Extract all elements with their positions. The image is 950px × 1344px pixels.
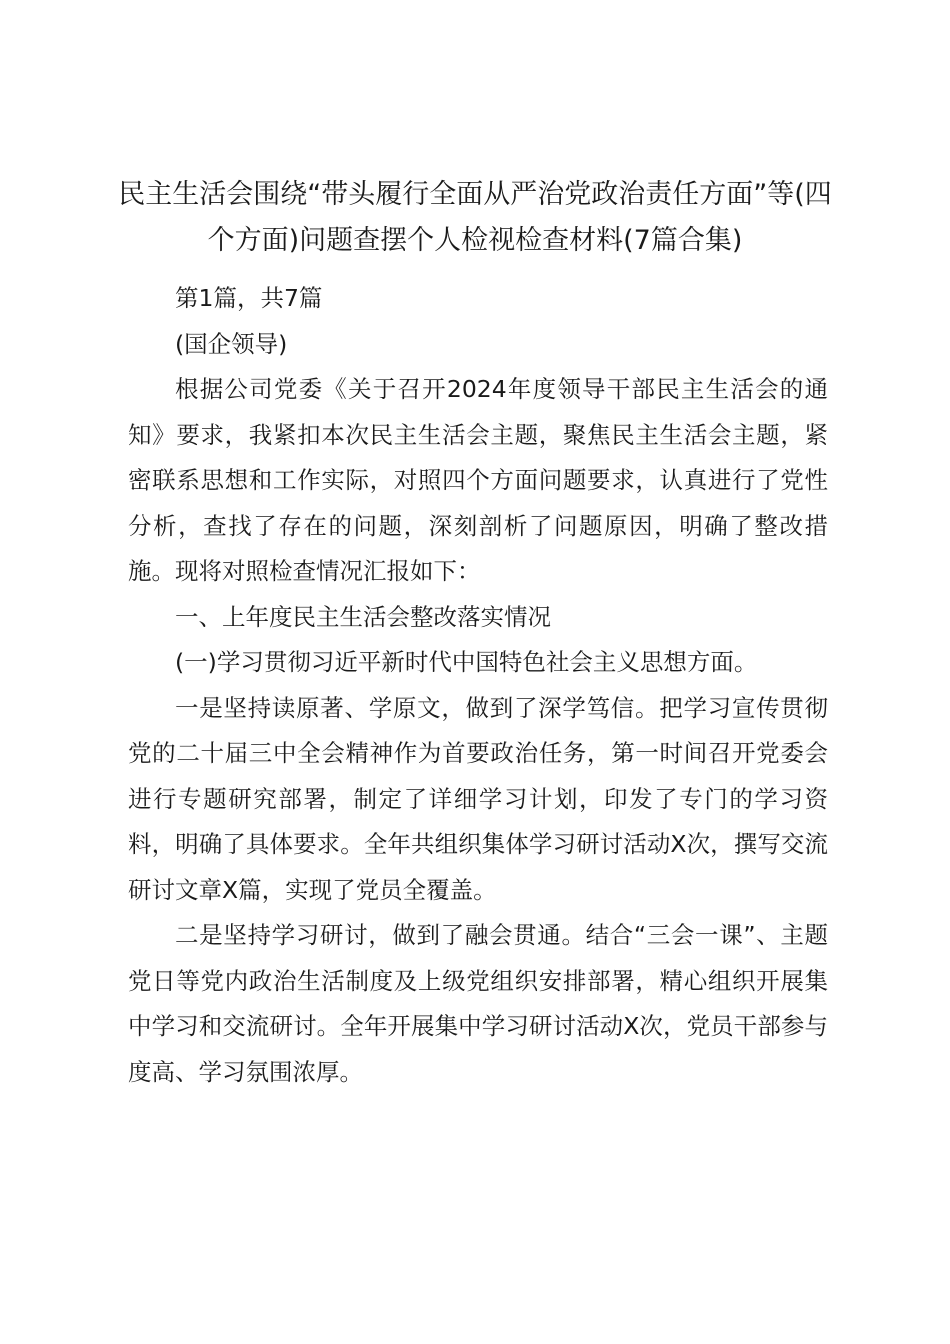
section-heading: 一、上年度民主生活会整改落实情况	[175, 602, 551, 631]
part-indicator: 第1篇，共7篇	[175, 284, 323, 312]
author-role: (国企领导)	[175, 329, 288, 358]
subsection-heading: (一)学习贯彻习近平新时代中国特色社会主义思想方面。	[175, 648, 758, 676]
intro-paragraph: 根据公司党委《关于召开2024年度领导干部民主生活会的通知》要求，我紧扣本次民主生活会主题，聚焦民主生活会主题，紧密联系思想和工作实际，对照四个方面问题要求，认真进行了党性分析，查找了存在的问题，深刻剖析了问题原因，明确了整改措施。现将对照检查情况汇报如下：	[128, 375, 828, 585]
body-paragraph: 二是坚持学习研讨，做到了融会贯通。结合“三会一课”、主题党日等党内政治生活制度及上级党组织安排部署，精心组织开展集中学习和交流研讨。全年开展集中学习研讨活动X次，党员干部参与度高、学习氛围浓厚。	[128, 921, 828, 1086]
document-body	[128, 276, 828, 1095]
body-paragraph: 一是坚持读原著、学原文，做到了深学笃信。把学习宣传贯彻党的二十届三中全会精神作为首要政治任务，第一时间召开党委会进行专题研究部署，制定了详细学习计划，印发了专门的学习资料，明确了具体要求。全年共组织集体学习研讨活动X次，撰写交流研讨文章X篇，实现了党员全覆盖。	[128, 693, 828, 904]
document-title: 民主生活会围绕“带头履行全面从严治党政治责任方面”等(四个方面)问题查摆个人检视检查材料(7篇合集)	[118, 179, 832, 256]
